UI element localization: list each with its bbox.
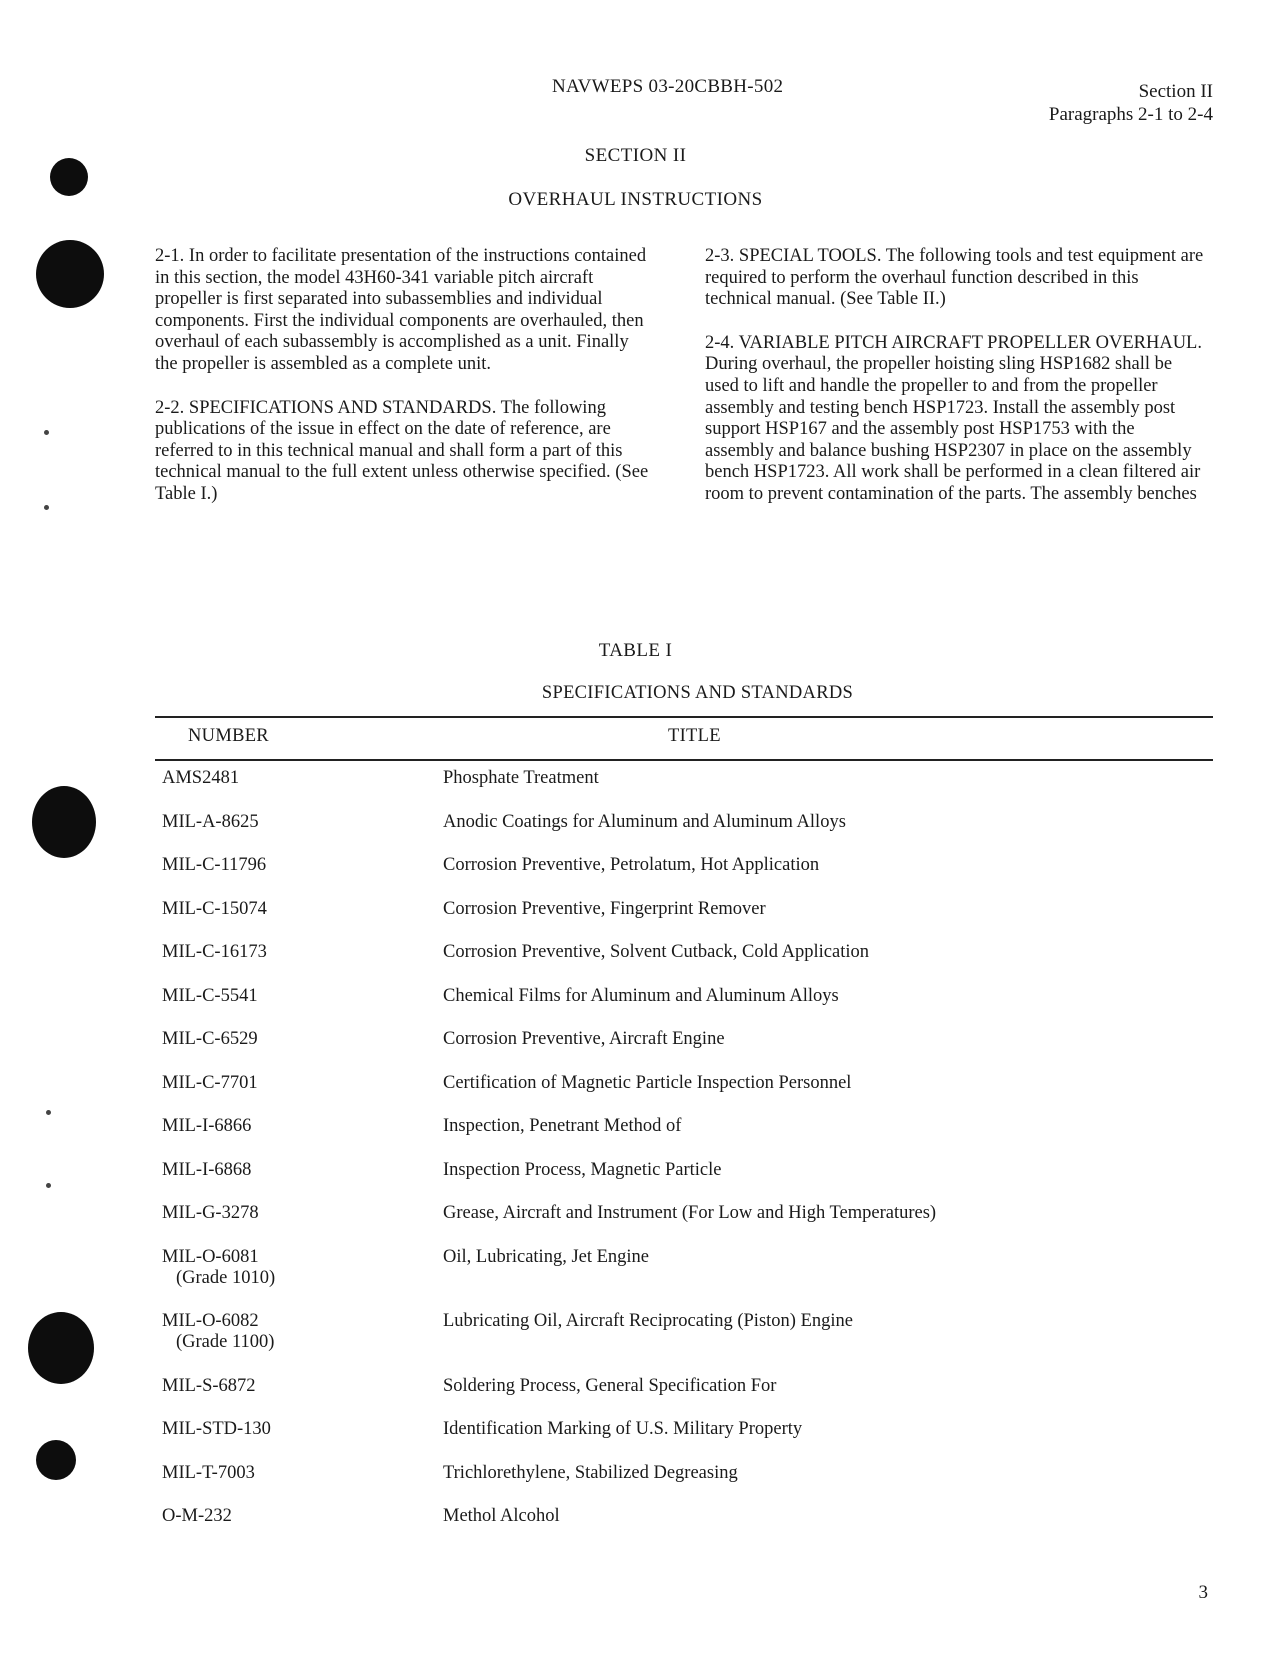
table-row (162, 812, 1222, 833)
spec-number (162, 812, 443, 833)
spec-number (162, 899, 443, 920)
spec-title: Corrosion Preventive, Petrolatum, Hot Application (443, 855, 820, 875)
table-row (162, 1116, 1222, 1137)
spec-number (162, 1116, 443, 1137)
spec-number (162, 1247, 443, 1289)
spec-number-text: MIL-O-6082 (162, 1311, 259, 1331)
table-row (162, 1463, 1222, 1484)
table-row (162, 1203, 1222, 1224)
table-row (162, 1073, 1222, 1094)
spec-title: Methol Alcohol (443, 1506, 560, 1526)
spec-number-text: MIL-STD-130 (162, 1419, 271, 1439)
spec-number (162, 1463, 443, 1484)
spec-number (162, 1203, 443, 1224)
spec-number (162, 986, 443, 1007)
scan-speck (44, 430, 49, 435)
spec-number-text: AMS2481 (162, 768, 240, 788)
scan-speck (46, 1110, 51, 1115)
left-column (155, 246, 653, 528)
spec-number (162, 1029, 443, 1050)
paragraph-2-3: 2-3. SPECIAL TOOLS. The following tools and test equipment are required to perform the overhaul function described in this technical manual. (See Table II.) (705, 246, 1204, 310)
spec-title: Oil, Lubricating, Jet Engine (443, 1246, 650, 1267)
table-row (162, 1506, 1222, 1527)
spec-number-text: MIL-I-6868 (162, 1159, 252, 1180)
spec-number (162, 768, 443, 789)
paragraph-2-2: 2-2. SPECIFICATIONS AND STANDARDS. The following publications of the issue in effect on the date of reference, are referred to in this technical manual and shall form a part of this technical manual to the full extent unless otherwise specified. (See Table I.) (155, 397, 649, 504)
spec-title: Inspection Process, Magnetic Particle (443, 1159, 722, 1180)
section-title: SECTION II (584, 145, 687, 166)
page-number: 3 (1198, 1582, 1208, 1603)
table-row (162, 1311, 1222, 1353)
spec-number-text: MIL-C-16173 (162, 942, 267, 962)
spec-title: Chemical Films for Aluminum and Aluminum Alloys (443, 985, 839, 1006)
spec-title: Soldering Process, General Specification For (443, 1375, 777, 1396)
column-header-number: NUMBER (188, 726, 269, 746)
spec-number-text: MIL-I-6866 (162, 1116, 252, 1136)
binder-hole (32, 786, 96, 858)
spec-title: Grease, Aircraft and Instrument (For Low and High Temperatures) (443, 1203, 937, 1223)
spec-number (162, 855, 443, 876)
spec-number-text: MIL-C-7701 (162, 1072, 258, 1093)
spec-number-text: MIL-C-6529 (162, 1029, 258, 1049)
table-row (162, 899, 1222, 920)
table-top-rule (155, 716, 1213, 718)
spec-title: Inspection, Penetrant Method of (443, 1116, 682, 1136)
header-section: Section II (1138, 81, 1213, 102)
spec-title: Corrosion Preventive, Solvent Cutback, Cold Application (443, 942, 869, 962)
spec-number (162, 942, 443, 963)
spec-number (162, 1160, 443, 1181)
spec-number-text: O-M-232 (162, 1506, 232, 1526)
scan-speck (46, 1183, 51, 1188)
spec-number-text: MIL-A-8625 (162, 811, 259, 832)
table-header-rule (155, 759, 1213, 761)
spec-number-text: MIL-C-5541 (162, 985, 258, 1006)
doc-number: NAVWEPS 03-20CBBH-502 (552, 76, 784, 97)
spec-title: Trichlorethylene, Stabilized Degreasing (443, 1462, 738, 1483)
binder-hole (36, 240, 104, 308)
binder-hole (36, 1440, 76, 1480)
section-subtitle: OVERHAUL INSTRUCTIONS (508, 189, 763, 210)
paragraph-2-4: 2-4. VARIABLE PITCH AIRCRAFT PROPELLER OVERHAUL. During overhaul, the propeller hoisting sling HSP1682 shall be used to lift and handle the propeller to and from the propeller assembly and testing bench HSP1723. Install the assembly post support HSP167 and the assembly post HSP1753 with the assembly and balance bushing HSP2307 in place on the assembly bench HSP1723. All work shall be performed in a clean filtered air room to prevent contamination of the parts. The assembly benches (705, 332, 1202, 504)
table-row (162, 1029, 1222, 1050)
spec-title: Certification of Magnetic Particle Inspection Personnel (443, 1072, 852, 1093)
spec-number (162, 1376, 443, 1397)
spec-number-text: MIL-G-3278 (162, 1203, 259, 1223)
spec-number (162, 1419, 443, 1440)
spec-title: Anodic Coatings for Aluminum and Aluminum Alloys (443, 811, 846, 832)
scan-speck (44, 505, 49, 510)
spec-grade: (Grade 1100) (176, 1332, 275, 1352)
table-row (162, 1160, 1222, 1181)
spec-number (162, 1073, 443, 1094)
spec-title: Lubricating Oil, Aircraft Reciprocating (Piston) Engine (443, 1311, 853, 1331)
spec-number (162, 1311, 443, 1353)
table-row (162, 942, 1222, 963)
spec-title: Corrosion Preventive, Fingerprint Remover (443, 898, 766, 919)
header-section-info (1049, 80, 1213, 126)
table-title: TABLE I (598, 640, 673, 661)
spec-number-text: MIL-C-11796 (162, 855, 267, 875)
table-row (162, 768, 1222, 789)
spec-number-text: MIL-C-15074 (162, 898, 267, 919)
table-row (162, 1376, 1222, 1397)
table-subtitle: SPECIFICATIONS AND STANDARDS (541, 683, 854, 703)
table-row (162, 1419, 1222, 1440)
spec-number-text: MIL-S-6872 (162, 1375, 256, 1396)
spec-title: Corrosion Preventive, Aircraft Engine (443, 1029, 725, 1049)
binder-hole (28, 1312, 94, 1384)
spec-title: Phosphate Treatment (443, 768, 599, 788)
spec-number-text: MIL-O-6081 (162, 1246, 259, 1267)
spec-number-text: MIL-T-7003 (162, 1462, 255, 1483)
column-header-title: TITLE (668, 726, 721, 746)
header-paragraphs: Paragraphs 2-1 to 2-4 (1048, 104, 1213, 125)
table-row (162, 855, 1222, 876)
spec-number (162, 1506, 443, 1527)
spec-title: Identification Marking of U.S. Military Property (443, 1419, 803, 1439)
table-row (162, 986, 1222, 1007)
paragraph-2-1: 2-1. In order to facilitate presentation of the instructions contained in this section, the model 43H60-341 variable pitch aircraft propeller is first separated into subassemblies and individual components. First the individual components are overhauled, then overhaul of each subassembly is accomplished as a unit. Finally the propeller is assembled as a complete unit. (155, 246, 647, 374)
spec-grade: (Grade 1010) (176, 1267, 276, 1288)
table-row (162, 1247, 1222, 1289)
right-column (705, 246, 1207, 528)
